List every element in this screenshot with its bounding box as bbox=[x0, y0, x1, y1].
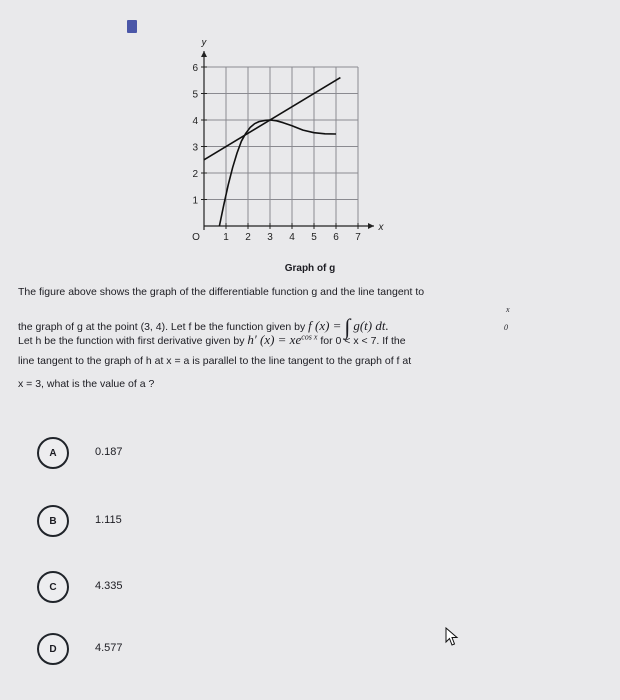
integrand: g(t) dt. bbox=[353, 318, 389, 333]
x-tick-label: 1 bbox=[223, 232, 229, 243]
x-tick-label: 6 bbox=[333, 232, 339, 243]
choice-b[interactable] bbox=[37, 505, 337, 537]
choice-c-bubble[interactable]: C bbox=[37, 571, 69, 603]
choice-a[interactable] bbox=[37, 437, 337, 469]
choice-d-value: 4.577 bbox=[95, 642, 123, 654]
question-line-1: The figure above shows the graph of the differentiable function g and the line tangent to bbox=[18, 286, 425, 298]
y-axis-arrow-icon bbox=[201, 51, 207, 57]
question-text bbox=[18, 286, 608, 401]
choice-a-value: 0.187 bbox=[95, 446, 123, 458]
x-tick-label: 7 bbox=[355, 232, 361, 243]
f-definition: f (x) = bbox=[308, 318, 342, 333]
graph-of-g bbox=[150, 40, 430, 280]
integral-lower-limit: 0 bbox=[504, 323, 508, 332]
question-line-2-text: the graph of g at the point (3, 4). Let f be the function given by bbox=[18, 321, 306, 333]
question-line-3-domain: for 0 < x < 7. If the bbox=[320, 335, 406, 347]
graph-caption: Graph of g bbox=[284, 263, 336, 274]
y-tick-label: 1 bbox=[192, 195, 198, 207]
choice-a-bubble[interactable]: A bbox=[37, 437, 69, 469]
y-tick-label: 2 bbox=[192, 169, 198, 180]
question-line-3-text: Let h be the function with first derivative given by bbox=[18, 335, 245, 347]
header-mark-icon bbox=[127, 20, 137, 33]
y-axis-label: y bbox=[201, 40, 207, 48]
choice-c-value: 4.335 bbox=[95, 580, 123, 592]
x-axis-label: x bbox=[378, 222, 384, 233]
x-tick-label: 4 bbox=[289, 232, 295, 243]
h-prime-definition: h′ (x) = xe bbox=[247, 332, 302, 347]
choice-b-bubble[interactable]: B bbox=[37, 505, 69, 537]
choice-c[interactable] bbox=[37, 571, 337, 603]
series-tangent-line bbox=[204, 78, 340, 160]
choice-b-value: 1.115 bbox=[95, 514, 122, 526]
integral-upper-limit: x bbox=[506, 305, 510, 314]
x-tick-label: 5 bbox=[311, 232, 317, 243]
x-tick-label: 3 bbox=[267, 232, 273, 243]
y-tick-label: 4 bbox=[192, 116, 198, 127]
mouse-cursor-icon bbox=[445, 627, 459, 647]
question-line-5: x = 3, what is the value of a ? bbox=[18, 378, 155, 390]
y-tick-label: 6 bbox=[192, 63, 198, 74]
choice-d-bubble[interactable]: D bbox=[37, 633, 69, 665]
question-line-3 bbox=[18, 332, 608, 355]
x-tick-label: 2 bbox=[245, 232, 251, 243]
question-line-4: line tangent to the graph of h at x = a is parallel to the line tangent to the graph of f at bbox=[18, 355, 412, 367]
y-tick-label: 5 bbox=[192, 89, 198, 101]
choice-d[interactable] bbox=[37, 633, 337, 665]
origin-label: O bbox=[192, 232, 200, 243]
integral-sign-icon: ∫ bbox=[344, 314, 351, 339]
x-axis-arrow-icon bbox=[368, 223, 374, 229]
chart-svg bbox=[150, 40, 430, 280]
exponent: cos x bbox=[301, 332, 318, 342]
y-tick-label: 3 bbox=[192, 142, 198, 154]
